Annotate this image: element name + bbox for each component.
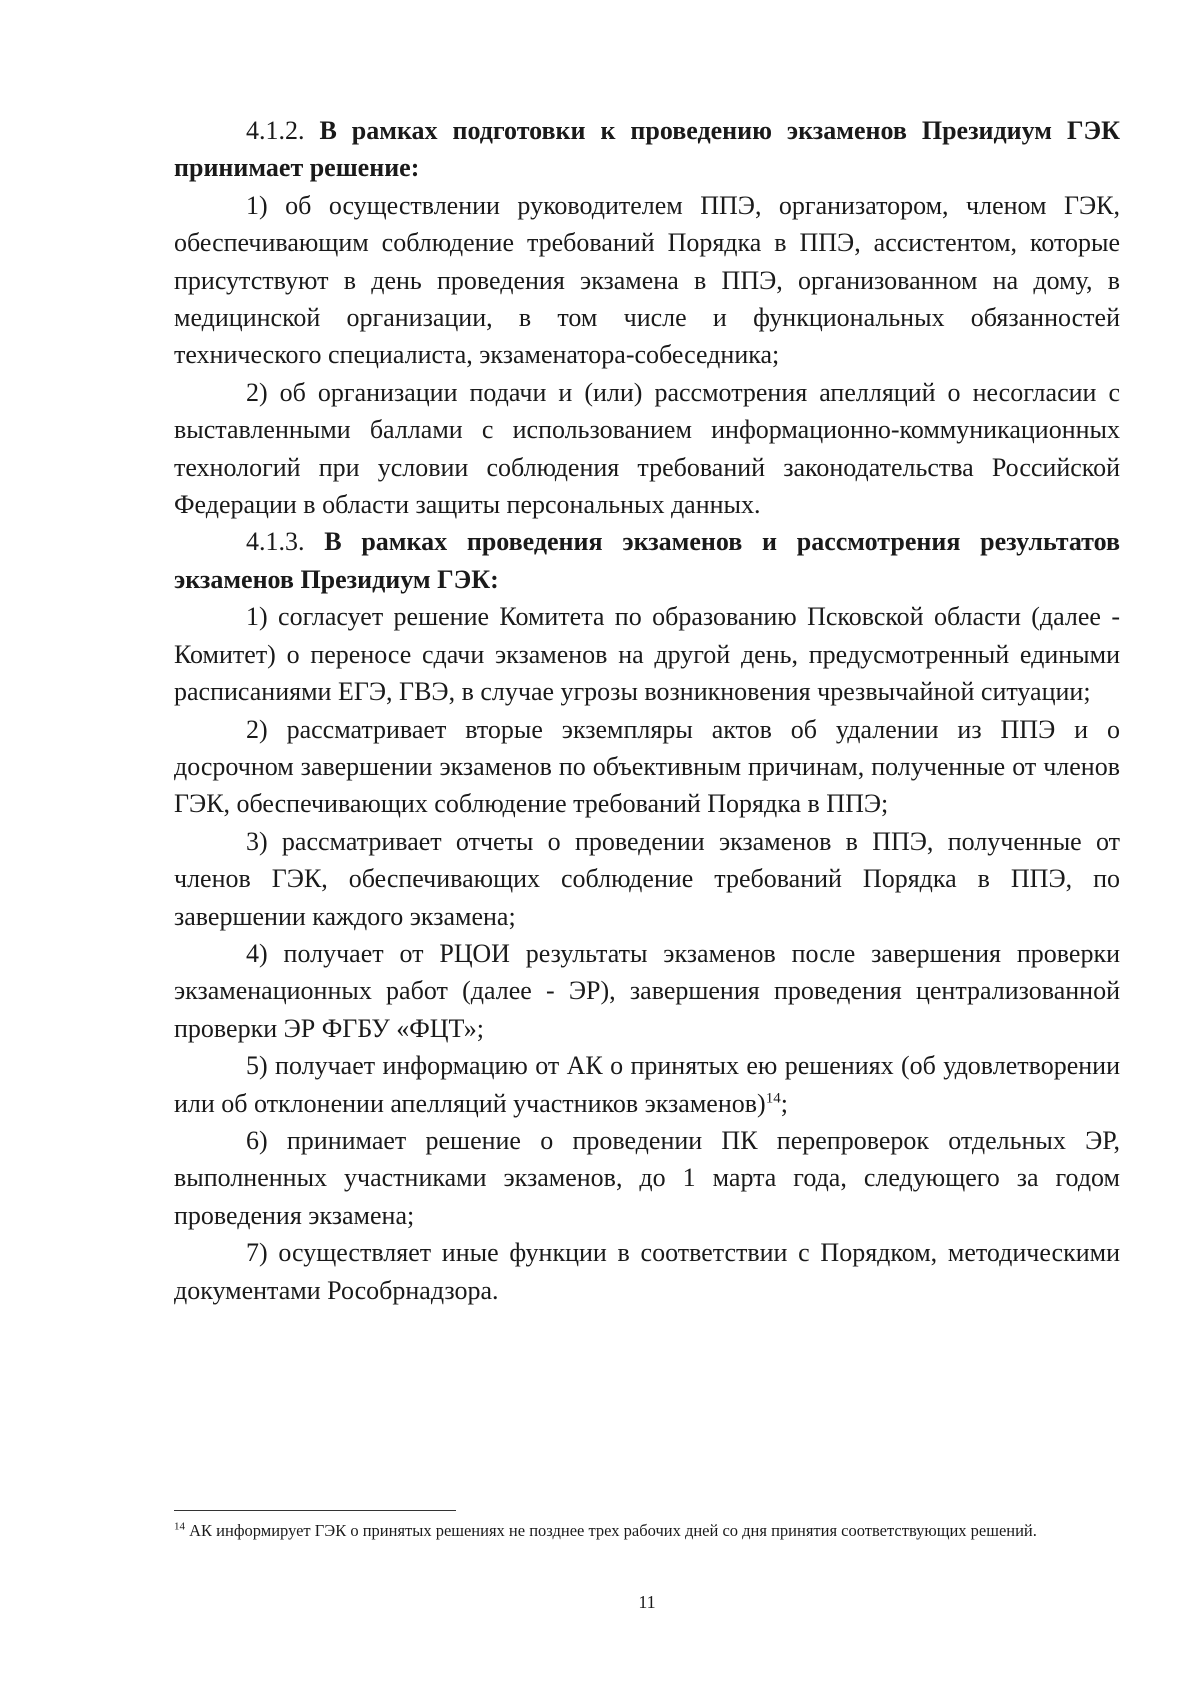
list-item-tail: ; [780,1088,788,1118]
list-item: 2) рассматривает вторые экземпляры актов об удалении из ППЭ и о досрочном завершении экзаменов по объективным причинам, полученные от членов ГЭК, обеспечивающих соблюдение требований Порядка в ППЭ; [174,714,1120,819]
page-number: 11 [638,1592,656,1612]
list-item [174,1047,1120,1122]
list-item: 7) осуществляет иные функции в соответствии с Порядком, методическими документами Рособрнадзора. [174,1238,1120,1305]
footnote [174,1520,1074,1542]
section-number: 4.1.2. [246,116,305,145]
section-4-1-2 [174,112,1120,187]
list-item: 1) согласует решение Комитета по образованию Псковской области (далее - Комитет) о переносе сдачи экзаменов на другой день, предусмотренный едиными расписаниями ЕГЭ, ГВЭ, в случае угрозы возникновения чрезвычайной ситуации; [174,602,1120,707]
list-item: 3) рассматривает отчеты о проведении экзаменов в ППЭ, полученные от членов ГЭК, обеспечивающих соблюдение требований Порядка в ППЭ, по завершении каждого экзамена; [174,826,1120,931]
footnote-text: АК информирует ГЭК о принятых решениях не позднее трех рабочих дней со дня принятия соответствующих решений. [185,1521,1037,1540]
list-item: 4) получает от РЦОИ результаты экзаменов после завершения проверки экзаменационных работ (далее - ЭР), завершения проведения централизованной проверки ЭР ФГБУ «ФЦТ»; [174,938,1120,1043]
footnote-number: 14 [174,1520,185,1533]
list-item: 1) об осуществлении руководителем ППЭ, организатором, членом ГЭК, обеспечивающим соблюдение требований Порядка в ППЭ, ассистентом, которые присутствуют в день проведения экзамена в ППЭ, организованном на дому, в медицинской организации, в том числе и функциональных обязанностей технического специалиста, экзаменатора-собеседника; [174,190,1120,370]
section-number: 4.1.3. [246,527,305,557]
footnote-reference[interactable]: 14 [765,1089,781,1106]
list-item-text: 5) получает информацию от АК о принятых ею решениях (об удовлетворении или об отклонении апелляций участников экзаменов) [174,1051,1120,1118]
list-item: 6) принимает решение о проведении ПК перепроверок отдельных ЭР, выполненных участниками экзаменов, до 1 марта года, следующего за годом проведения экзамена; [174,1125,1120,1230]
section-4-1-3 [174,523,1120,598]
section-heading: В рамках подготовки к проведению экзаменов Президиум ГЭК принимает решение: [174,116,1120,183]
document-body [174,112,1120,1309]
footnote-divider [174,1510,456,1511]
list-item: 2) об организации подачи и (или) рассмотрения апелляций о несогласии с выставленными баллами с использованием информационно-коммуникационных технологий при условии соблюдения требований законодательства Российской Федерации в области защиты персональных данных. [174,377,1120,520]
section-heading: В рамках проведения экзаменов и рассмотрения результатов экзаменов Президиум ГЭК: [174,527,1121,594]
